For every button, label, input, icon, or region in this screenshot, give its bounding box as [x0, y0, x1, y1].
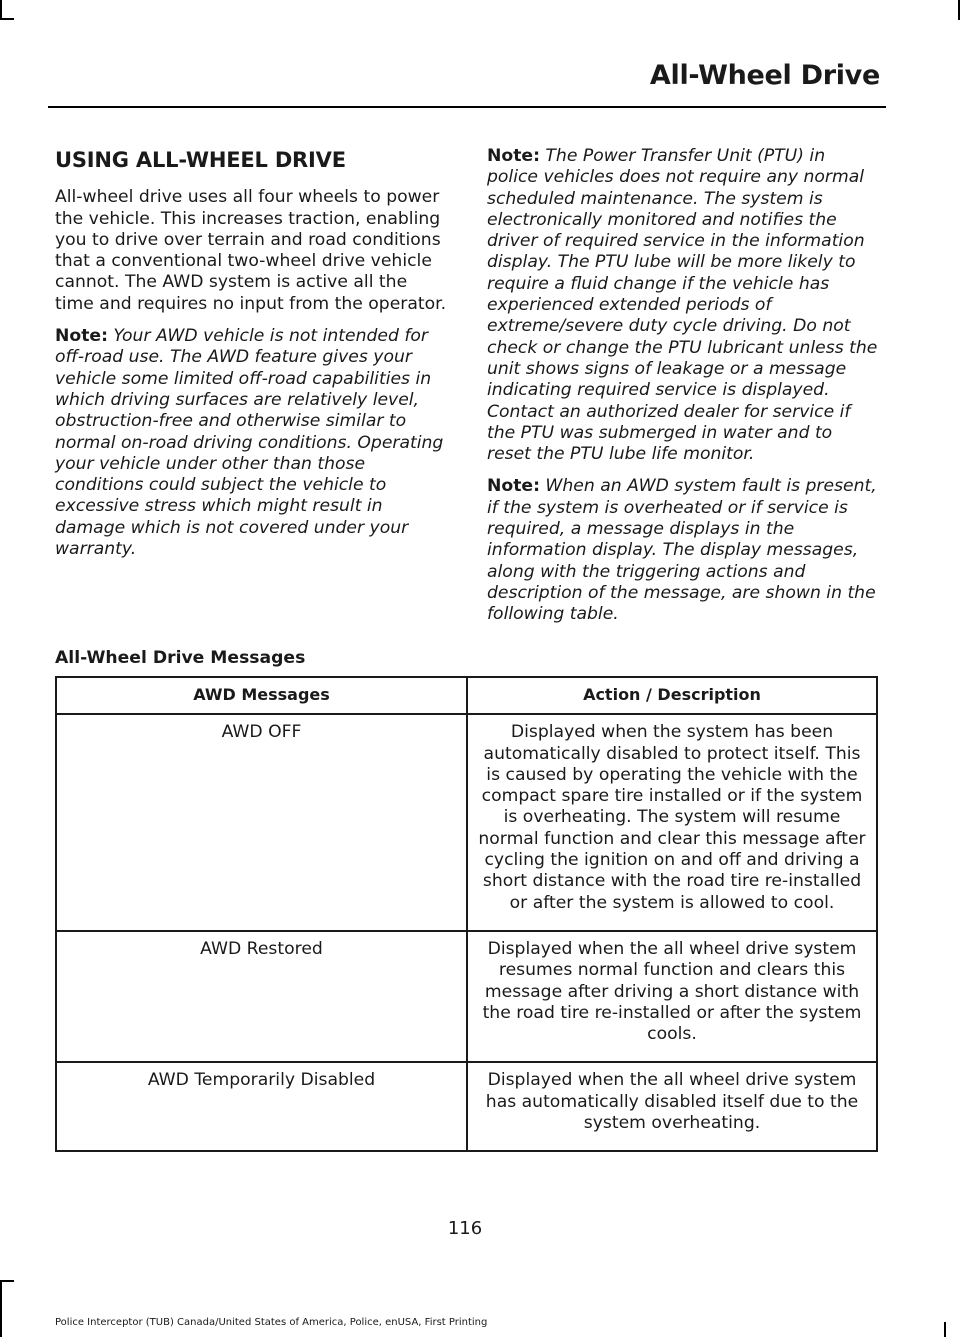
header-rule [48, 106, 886, 108]
description-cell: Displayed when the system has been automatically disabled to protect itself. This is caused by operating the vehicle with the compact spare tire installed or if the system is overheating. The system will resume normal function and clear this message after cycling the ignition on and off and driving a short distance with the road tire re-installed or after the system is allowed to cool. [467, 714, 877, 931]
page-number: 116 [447, 1218, 483, 1239]
note-text: When an AWD system fault is present, if the system is overheated or if service is required, a message displays in the information display. The display messages, along with the triggering actions and description of the message, are shown in the following table. [487, 476, 877, 625]
note-label: Note: [487, 146, 540, 166]
table-row [56, 714, 877, 931]
note-text: Your AWD vehicle is not intended for off-road use. The AWD feature gives your vehicle some limited off-road capabilities in which driving surfaces are relatively level, obstruction-free and otherwise similar to normal on-road driving conditions. Operating your vehicle under other than those conditions could subject the vehicle to excessive stress which might result in damage which is not covered under your warranty. [55, 326, 444, 560]
note-awd-fault [487, 476, 879, 625]
awd-messages-table [55, 676, 878, 1152]
right-column [487, 146, 879, 637]
note-label: Note: [55, 326, 108, 347]
message-cell: AWD Temporarily Disabled [56, 1062, 467, 1151]
footer-text: Police Interceptor (TUB) Canada/United States of America, Police, enUSA, First Printing [55, 1317, 488, 1328]
column-header-messages: AWD Messages [56, 677, 467, 714]
description-cell: Displayed when the all wheel drive system resumes normal function and clears this message after driving a short distance with the road tire re-installed or after the system cools. [467, 931, 877, 1062]
section-heading: USING ALL-WHEEL DRIVE [55, 148, 346, 172]
message-cell: AWD Restored [56, 931, 467, 1062]
crop-mark-bottom-left-h [0, 1280, 14, 1282]
note-text: The Power Transfer Unit (PTU) in police vehicles does not require any normal scheduled maintenance. The system is electronically monitored and notifies the driver of required service in the information display. The PTU lube will be more likely to require a fluid change if the vehicle has experienced extended periods of extreme/severe duty cycle driving. Do not check or change the PTU lubricant unless the unit shows signs of leakage or a message indicating required service is displayed. Contact an authorized dealer for service if the PTU was submerged in water and to reset the PTU lube life monitor. [487, 146, 878, 465]
table-row [56, 931, 877, 1062]
crop-mark-top-left-h [0, 18, 14, 20]
note-label: Note: [487, 476, 540, 497]
column-header-description: Action / Description [467, 677, 877, 714]
note-offroad [55, 326, 447, 560]
table-row [56, 1062, 877, 1151]
intro-paragraph: All-wheel drive uses all four wheels to power the vehicle. This increases traction, enabling you to drive over terrain and road conditions that a conventional two-wheel drive vehicle cannot. The AWD system is active all the time and requires no input from the operator. [55, 187, 447, 314]
table-header-row [56, 677, 877, 714]
table-title: All-Wheel Drive Messages [55, 648, 306, 668]
page-header-title: All-Wheel Drive [649, 60, 880, 91]
description-cell: Displayed when the all wheel drive system has automatically disabled itself due to the system overheating. [467, 1062, 877, 1151]
message-cell: AWD OFF [56, 714, 467, 931]
note-ptu [487, 146, 879, 465]
crop-mark-bottom-left [0, 1280, 2, 1337]
left-column [55, 150, 447, 571]
crop-mark-top-left [0, 0, 2, 20]
crop-mark-bottom-right [944, 1322, 946, 1337]
